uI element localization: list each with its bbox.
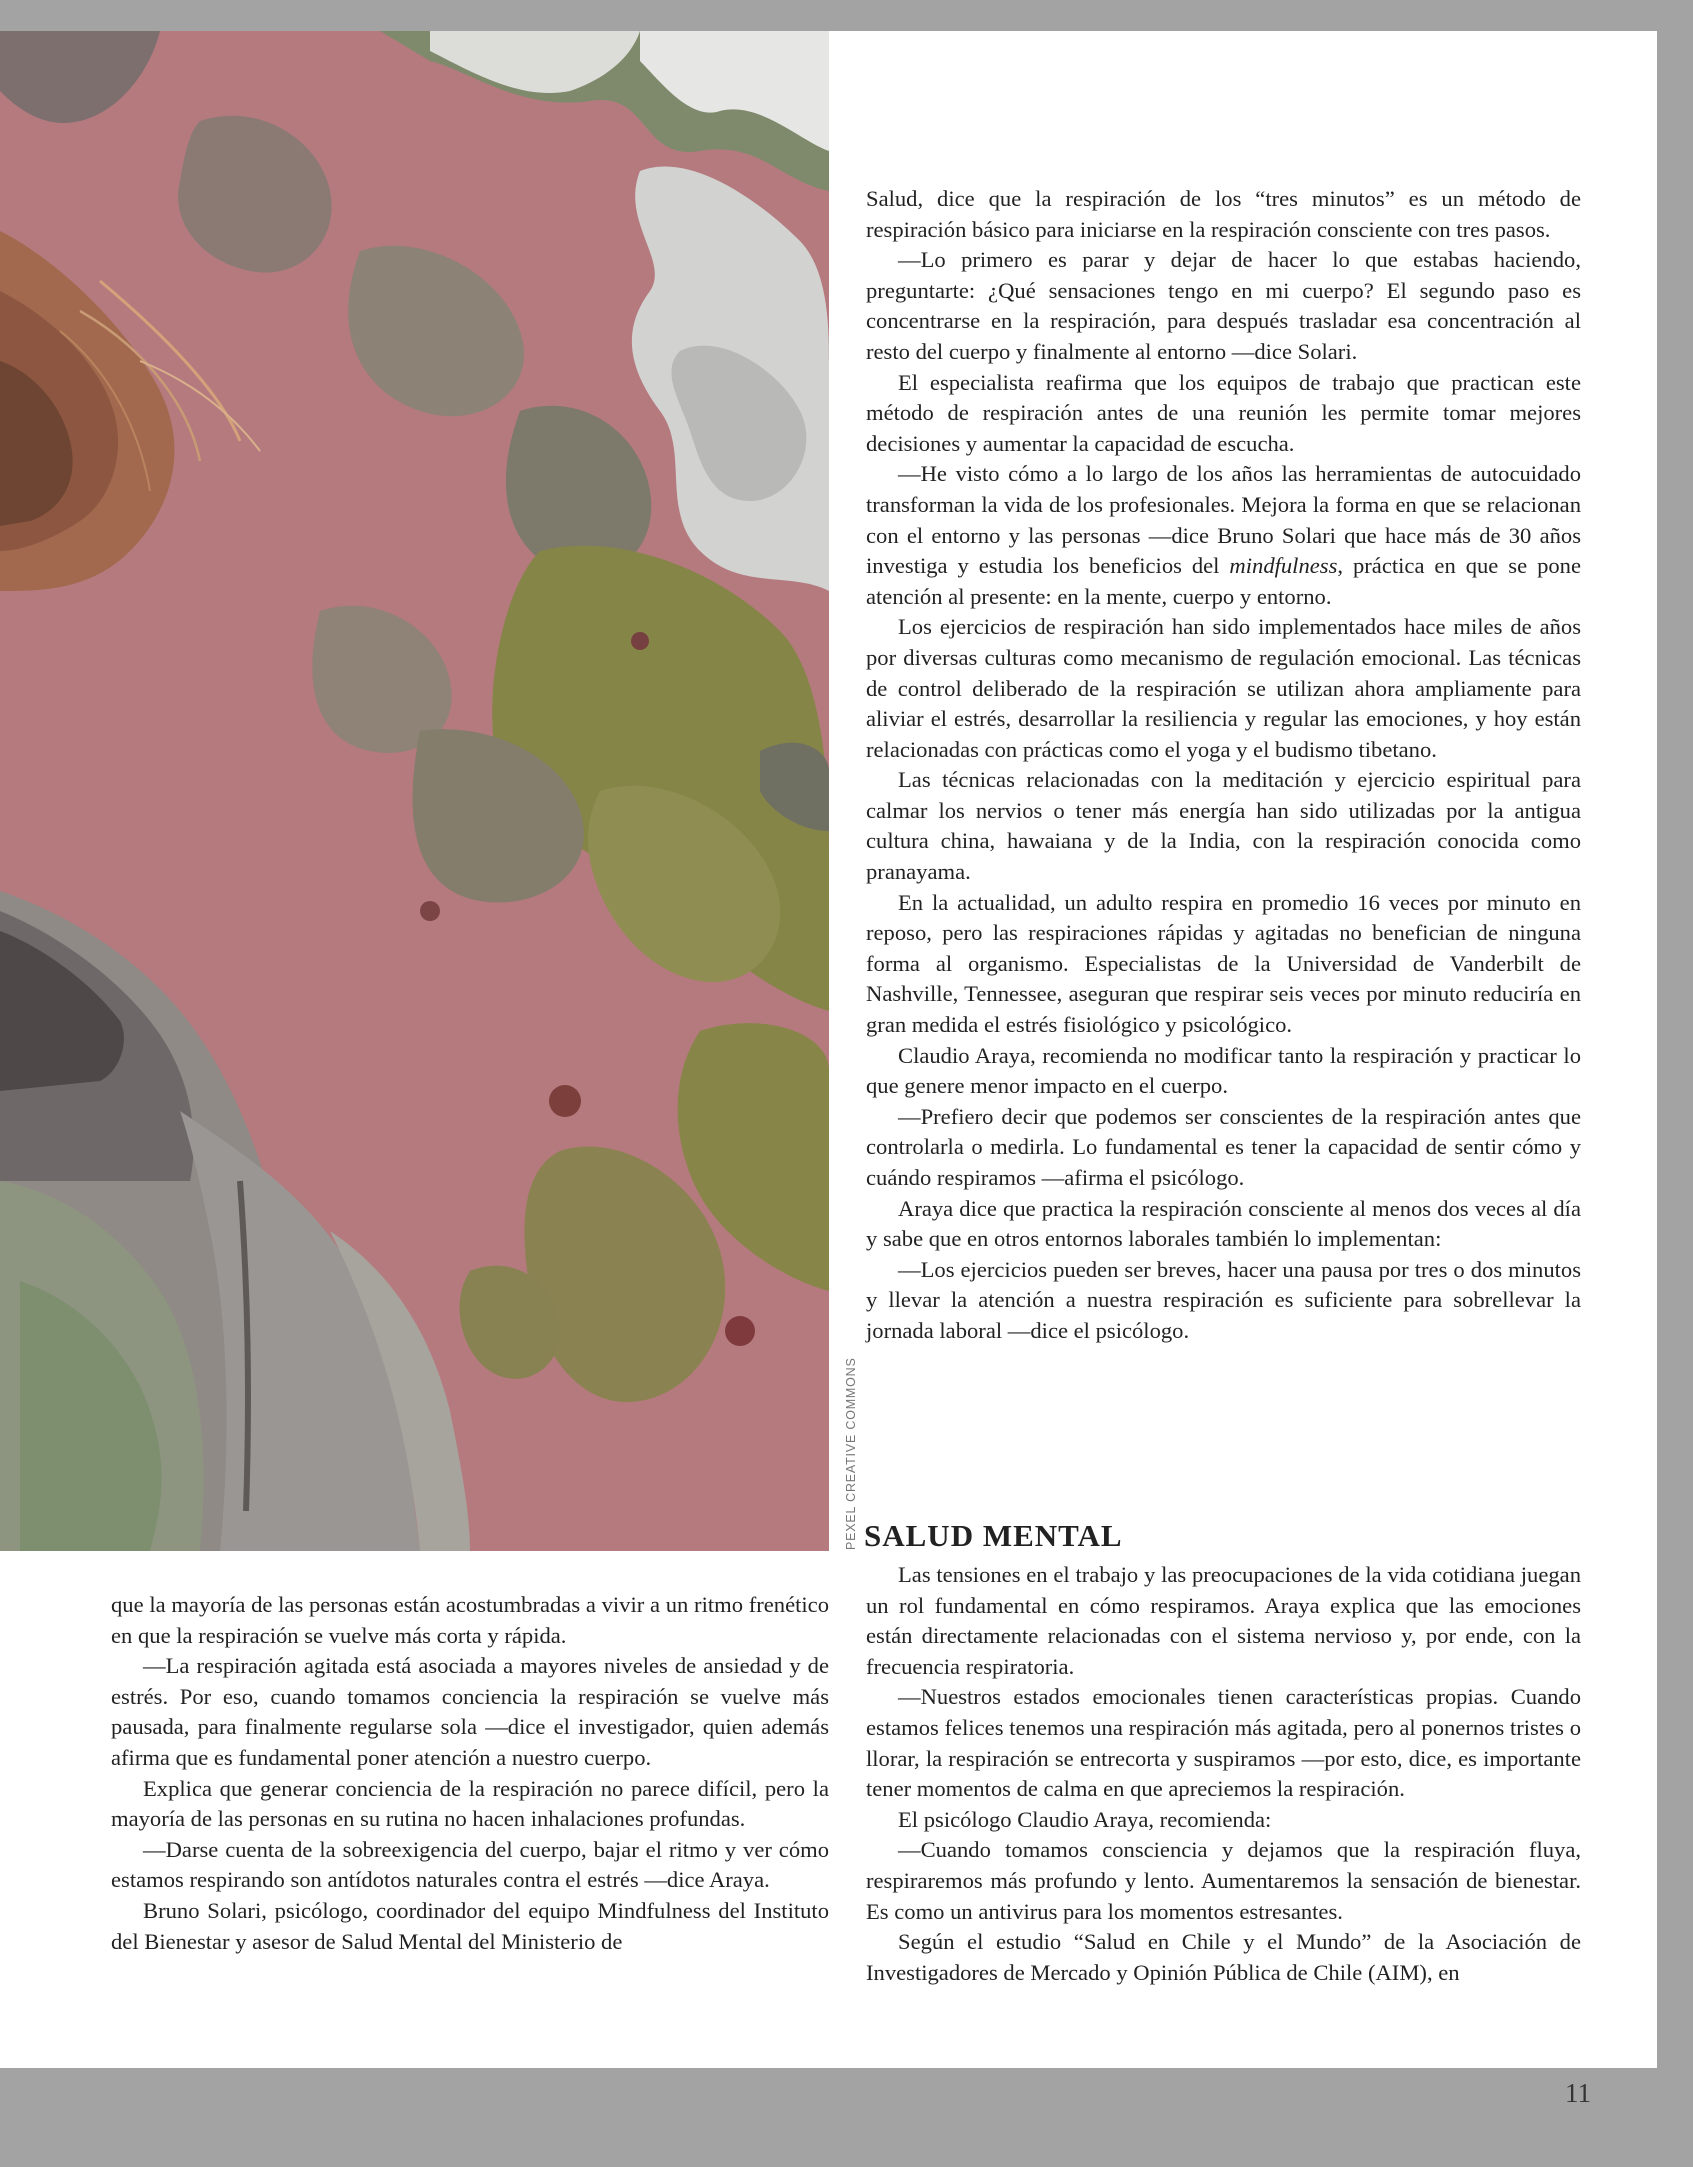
section-heading: SALUD MENTAL [864, 1518, 1123, 1553]
paragraph: Salud, dice que la respiración de los “tres minutos” es un método de respiración básico para iniciarse en la respiración consciente con tres pasos. [866, 186, 1581, 242]
paragraph-text: , práctica en que se pone atención al presente: en la mente, cuerpo y entorno. [866, 553, 1581, 609]
paragraph: Explica que generar conciencia de la respiración no parece difícil, pero la mayoría de las personas en su rutina no hacen inhalaciones profundas. [111, 1775, 829, 1832]
paragraph [866, 1682, 1581, 1804]
paragraph-text: —Nuestros estados emocionales tienen características propias. Cuando estamos felices tenemos una respiración más agitada, pero al ponernos tristes o llorar, la respiración se entrecorta y suspiramos —por esto, dice, es importante tener momentos de calma en que apreciemos la respiración. [866, 1684, 1581, 1802]
paragraph: Según el estudio “Salud en Chile y el Mundo” de la Asociación de Investigadores de Mercado y Opinión Pública de Chile (AIM), en [866, 1929, 1581, 1985]
woman-hair-posterized-photo [0, 31, 829, 1551]
paragraph: En la actualidad, un adulto respira en promedio 16 veces por minuto en reposo, pero las respiraciones rápidas y agitadas no benefician de ninguna forma al organismo. Especialistas de la Universidad de Vanderbilt de Nashville, Tennessee, aseguran que respirar seis veces por minuto reduciría en gran medida el estrés fisiológico y psicológico. [866, 889, 1581, 1038]
page-number: 11 [1565, 2078, 1591, 2108]
paragraph: —Prefiero decir que podemos ser conscientes de la respiración antes que controlarla o medirla. Lo fundamental es tener la capacidad de sentir cómo y cuándo respiramos —afirma el psicólogo. [866, 1103, 1581, 1190]
paragraph: —Lo primero es parar y dejar de hacer lo que estabas haciendo, preguntarte: ¿Qué sensaciones tengo en mi cuerpo? El segundo paso es concentrarse en la respiración, para después trasladar esa concentración al resto del cuerpo y finalmente al entorno —dice Solari. [866, 247, 1581, 364]
paragraph-text: —He visto cómo a lo largo de los años las herramientas de autocuidado transforman la vida de los profesionales. Mejora la forma en que se relacionan con el entorno y las personas —dice Bruno Solari que hace más de 30 años investiga y estudia los beneficios del [866, 461, 1581, 579]
paragraph: El especialista reafirma que los equipos de trabajo que practican este método de respiración antes de una reunión les permite tomar mejores decisiones y aumentar la capacidad de escucha. [866, 369, 1581, 456]
paragraph: —Darse cuenta de la sobreexigencia del cuerpo, bajar el ritmo y ver cómo estamos respirando son antídotos naturales contra el estrés —dice Araya. [111, 1836, 829, 1893]
paragraph: Las tensiones en el trabajo y las preocupaciones de la vida cotidiana juegan un rol fundamental en cómo respiramos. Araya explica que las emociones están directamente relacionadas con el sistema nervioso y, por ende, con la frecuencia respiratoria. [866, 1562, 1581, 1679]
paragraph [866, 459, 1581, 612]
paragraph: que la mayoría de las personas están acostumbradas a vivir a un ritmo frenético en que la respiración se vuelve más corta y rápida. [111, 1592, 829, 1648]
paragraph: —Cuando tomamos consciencia y dejamos que la respiración fluya, respiraremos más profundo y lento. Aumentaremos la sensación de bienestar. Es como un antivirus para los momentos estresantes. [866, 1837, 1581, 1924]
paragraph: —Los ejercicios pueden ser breves, hacer una pausa por tres o dos minutos y llevar la atención a nuestra respiración es suficiente para sobrellevar la jornada laboral —dice el psicólogo. [866, 1256, 1581, 1343]
paragraph: Bruno Solari, psicólogo, coordinador del equipo Mindfulness del Instituto del Bienestar y asesor de Salud Mental del Ministerio de [111, 1897, 829, 1954]
paragraph: El psicólogo Claudio Araya, recomienda: [898, 1806, 1272, 1832]
italic-term: mindfulness [1229, 553, 1338, 579]
right-column-top [866, 184, 1581, 1347]
right-column-bottom [866, 1560, 1581, 1988]
paragraph: Claudio Araya, recomienda no modificar tanto la respiración y practicar lo que genere menor impacto en el cuerpo. [866, 1042, 1581, 1099]
paragraph: Araya dice que practica la respiración consciente al menos dos veces al día y sabe que en otros entornos laborales también lo implementan: [866, 1195, 1581, 1252]
paragraph: —La respiración agitada está asociada a mayores niveles de ansiedad y de estrés. Por eso, cuando tomamos conciencia la respiración se vuelve más pausada, para finalmente regularse sola —dice el investigador, quien además afirma que es fundamental poner atención a nuestro cuerpo. [111, 1653, 829, 1770]
photo-credit: PEXEL CREATIVE COMMONS [844, 1357, 858, 1550]
paragraph: Las técnicas relacionadas con la meditación y ejercicio espiritual para calmar los nervios o tener más energía han sido utilizadas por la antigua cultura china, hawaiana y de la India, con la respiración conocida como pranayama. [866, 767, 1581, 885]
left-column [111, 1590, 829, 1957]
paragraph: Los ejercicios de respiración han sido implementados hace miles de años por diversas culturas como mecanismo de regulación emocional. Las técnicas de control deliberado de la respiración se utilizan ahora ampliamente para aliviar el estrés, desarrollar la resiliencia y regular las emociones, y hoy están relacionadas con prácticas como el yoga y el budismo tibetano. [866, 614, 1581, 762]
